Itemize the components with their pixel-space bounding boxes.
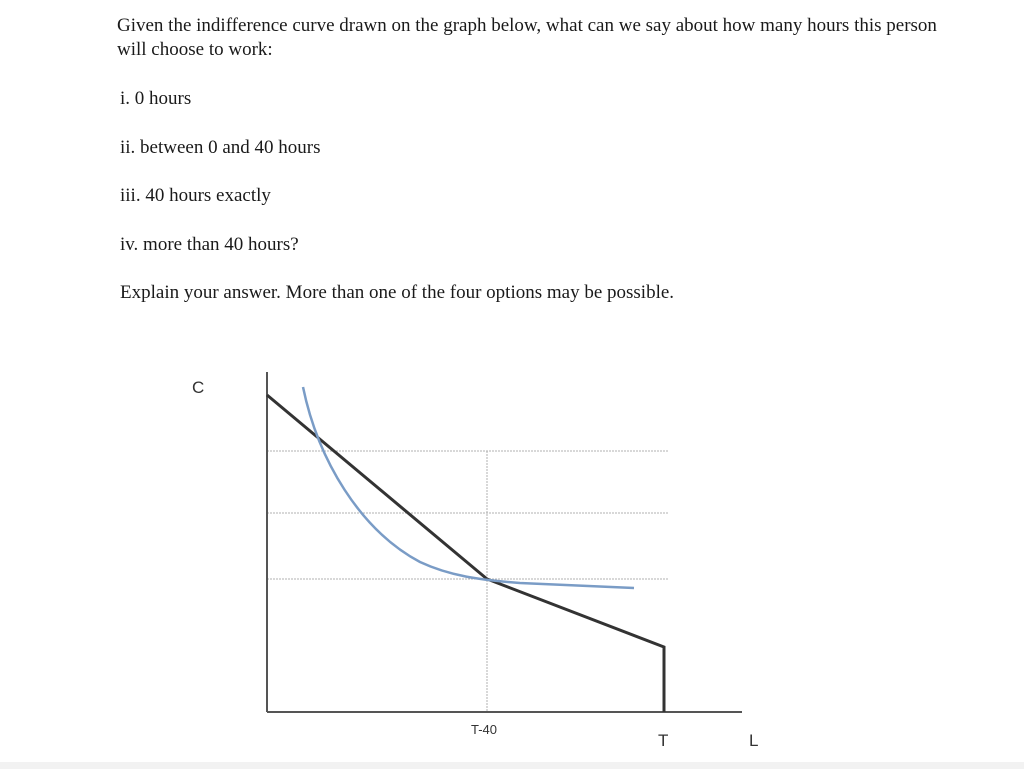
tick-label-t-minus-40: T-40 [471, 722, 498, 737]
option-i: i. 0 hours [120, 88, 192, 109]
budget-constraint [267, 395, 664, 712]
tick-label-t: T [658, 731, 669, 750]
y-axis-label: C [192, 378, 205, 397]
bottom-edge-band [0, 762, 1024, 769]
indifference-curve [303, 387, 634, 588]
x-axis-label: L [749, 731, 759, 750]
option-iii: iii. 40 hours exactly [120, 185, 271, 206]
instruction-text: Explain your answer. More than one of the four options may be possible. [120, 282, 675, 303]
guide-lines [267, 451, 668, 712]
question-prompt: Given the indifference curve drawn on the graph below, what can we say about how many hours this person will choose to work: [117, 15, 937, 60]
option-iv: iv. more than 40 hours? [120, 234, 299, 255]
option-ii: ii. between 0 and 40 hours [120, 137, 321, 158]
